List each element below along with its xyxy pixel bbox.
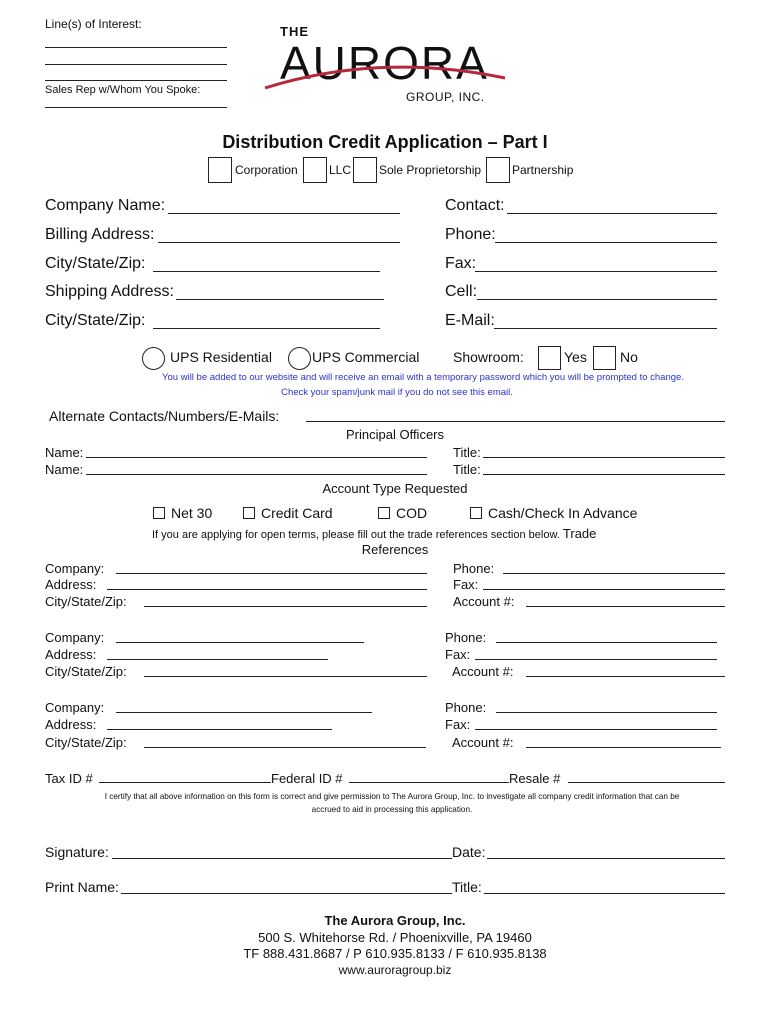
- sign-title-label: Title:: [452, 879, 482, 895]
- ref2-company-field[interactable]: [116, 642, 364, 643]
- city-state-zip-label: City/State/Zip:: [45, 255, 146, 272]
- officer-title-field-2[interactable]: [483, 474, 725, 475]
- principal-officers-heading: Principal Officers: [345, 427, 444, 442]
- ups-commercial-radio[interactable]: [288, 347, 311, 370]
- logo-the: THE: [280, 24, 309, 39]
- phone-field[interactable]: [495, 242, 717, 243]
- company-name-label: Company Name:: [45, 197, 166, 214]
- resale-label: Resale #: [509, 771, 561, 786]
- sole-proprietorship-checkbox[interactable]: [353, 157, 377, 183]
- certify-line1: I certify that all above information on this form is correct and give permission to The Aurora Group, Inc. to investigate all company credit information that can be: [104, 792, 680, 801]
- lines-of-interest-label: Line(s) of Interest:: [45, 17, 142, 31]
- ref3-fax-label: Fax:: [445, 717, 471, 732]
- open-terms-note: [152, 526, 596, 541]
- cash-check-option[interactable]: [470, 505, 637, 521]
- ref2-phone-field[interactable]: [496, 642, 717, 643]
- footer-address: 500 S. Whitehorse Rd. / Phoenixville, PA 19460: [258, 930, 532, 945]
- partnership-checkbox[interactable]: [486, 157, 510, 183]
- net30-label: Net 30: [171, 505, 213, 521]
- ups-residential-radio[interactable]: [142, 347, 165, 370]
- sales-rep-line[interactable]: [45, 107, 227, 108]
- showroom-label: Showroom:: [453, 349, 524, 365]
- contact-label: Contact:: [445, 197, 505, 214]
- certify-line2: accrued to aid in processing this application.: [311, 805, 473, 814]
- logo-group-inc: GROUP, INC.: [406, 90, 485, 104]
- ref1-account-label: Account #:: [453, 594, 515, 609]
- open-terms-note-text: If you are applying for open terms, please fill out the trade references section below.: [152, 529, 560, 541]
- ref3-company-label: Company:: [45, 700, 105, 715]
- sole-proprietorship-label: Sole Proprietorship: [379, 163, 482, 177]
- cash-check-checkbox[interactable]: [470, 507, 482, 519]
- cod-option[interactable]: [378, 505, 427, 521]
- cod-checkbox[interactable]: [378, 507, 390, 519]
- contact-field[interactable]: [507, 213, 717, 214]
- ref1-account-field[interactable]: [526, 606, 725, 607]
- email-label: E-Mail:: [445, 312, 495, 329]
- ref3-fax-field[interactable]: [475, 729, 717, 730]
- sales-rep-label: Sales Rep w/Whom You Spoke:: [45, 84, 201, 96]
- logo-swoosh: [260, 38, 510, 98]
- city-state-zip-field[interactable]: [153, 271, 380, 272]
- fax-label: Fax:: [445, 255, 477, 272]
- llc-checkbox[interactable]: [303, 157, 327, 183]
- ref2-city-label: City/State/Zip:: [45, 664, 127, 679]
- officer-name-field-1[interactable]: [86, 457, 427, 458]
- logo-aurora: AURORA: [280, 37, 489, 89]
- showroom-yes-checkbox[interactable]: [538, 346, 561, 370]
- alternate-contacts-label: Alternate Contacts/Numbers/E-Mails:: [49, 408, 280, 424]
- officer-title-label-1: Title:: [453, 445, 481, 460]
- ref3-company-field[interactable]: [116, 712, 372, 713]
- tax-id-field[interactable]: [99, 782, 271, 783]
- federal-id-label: Federal ID #: [271, 771, 343, 786]
- cod-label: COD: [396, 505, 428, 521]
- officer-name-field-2[interactable]: [86, 474, 427, 475]
- ref1-company-field[interactable]: [116, 573, 427, 574]
- corporation-label: Corporation: [235, 163, 298, 177]
- credit-card-checkbox[interactable]: [243, 507, 255, 519]
- ref2-phone-label: Phone:: [445, 630, 487, 645]
- ref1-company-label: Company:: [45, 561, 105, 576]
- ref2-account-label: Account #:: [452, 664, 514, 679]
- partnership-label: Partnership: [512, 163, 574, 177]
- shipping-address-field[interactable]: [176, 299, 384, 300]
- officer-title-label-2: Title:: [453, 462, 481, 477]
- ref3-address-field[interactable]: [107, 729, 332, 730]
- cell-field[interactable]: [477, 299, 717, 300]
- trade-label: Trade: [562, 526, 597, 541]
- ref2-city-field[interactable]: [144, 676, 427, 677]
- sign-title-field[interactable]: [484, 893, 725, 894]
- showroom-no-checkbox[interactable]: [593, 346, 616, 370]
- company-name-field[interactable]: [168, 213, 400, 214]
- footer-website[interactable]: www.auroragroup.biz: [338, 963, 452, 977]
- ref2-account-field[interactable]: [526, 676, 725, 677]
- officer-name-label-1: Name:: [45, 445, 84, 460]
- account-type-heading: Account Type Requested: [322, 481, 468, 496]
- cell-label: Cell:: [445, 283, 478, 300]
- shipping-address-label: Shipping Address:: [45, 283, 174, 300]
- shipping-city-state-zip-field[interactable]: [153, 328, 380, 329]
- form-title: Distribution Credit Application – Part I: [222, 132, 548, 152]
- ref1-city-label: City/State/Zip:: [45, 594, 127, 609]
- ref2-fax-label: Fax:: [445, 647, 471, 662]
- signature-label: Signature:: [45, 844, 109, 860]
- llc-label: LLC: [329, 163, 352, 177]
- ref1-fax-field[interactable]: [483, 589, 725, 590]
- ref3-city-label: City/State/Zip:: [45, 735, 127, 750]
- email-field[interactable]: [494, 328, 717, 329]
- footer-company: The Aurora Group, Inc.: [324, 913, 466, 928]
- officer-title-field-1[interactable]: [483, 457, 725, 458]
- ref3-city-field[interactable]: [144, 747, 426, 748]
- ref3-address-label: Address:: [45, 717, 97, 732]
- ref1-city-field[interactable]: [144, 606, 427, 607]
- tax-id-label: Tax ID #: [45, 771, 93, 786]
- net30-checkbox[interactable]: [153, 507, 165, 519]
- ref1-address-label: Address:: [45, 577, 97, 592]
- net30-option[interactable]: [153, 505, 212, 521]
- ref1-fax-label: Fax:: [453, 577, 479, 592]
- credit-card-label: Credit Card: [261, 505, 333, 521]
- footer-phones: TF 888.431.8687 / P 610.935.8133 / F 610.935.8138: [243, 946, 547, 961]
- date-field[interactable]: [487, 858, 725, 859]
- ref3-account-label: Account #:: [452, 735, 514, 750]
- phone-label: Phone:: [445, 226, 496, 243]
- showroom-no-label: No: [620, 349, 638, 365]
- alternate-contacts-field[interactable]: [306, 421, 725, 422]
- showroom-yes-label: Yes: [564, 349, 587, 365]
- print-name-field[interactable]: [121, 893, 452, 894]
- federal-id-field[interactable]: [349, 782, 509, 783]
- lines-of-interest-line-3: [45, 80, 227, 81]
- lines-of-interest-line-1[interactable]: [45, 47, 227, 48]
- website-notice-line2: Check your spam/junk mail if you do not see this email.: [281, 387, 513, 398]
- aurora-logo: [260, 18, 510, 108]
- lines-of-interest-line-2[interactable]: [45, 64, 227, 65]
- ref2-company-label: Company:: [45, 630, 105, 645]
- references-heading: References: [361, 542, 429, 557]
- ref3-phone-label: Phone:: [445, 700, 487, 715]
- officer-name-label-2: Name:: [45, 462, 84, 477]
- resale-field[interactable]: [568, 782, 725, 783]
- ref3-account-field[interactable]: [526, 747, 721, 748]
- ref3-phone-field[interactable]: [496, 712, 717, 713]
- shipping-city-state-zip-label: City/State/Zip:: [45, 312, 146, 329]
- ref2-fax-field[interactable]: [475, 659, 717, 660]
- billing-address-label: Billing Address:: [45, 226, 155, 243]
- ref1-phone-label: Phone:: [453, 561, 495, 576]
- ups-commercial-label: UPS Commercial: [312, 349, 420, 365]
- ref2-address-field[interactable]: [107, 659, 328, 660]
- corporation-checkbox[interactable]: [208, 157, 232, 183]
- signature-field[interactable]: [112, 858, 452, 859]
- fax-field[interactable]: [475, 271, 717, 272]
- ref2-address-label: Address:: [45, 647, 97, 662]
- billing-address-field[interactable]: [158, 242, 400, 243]
- ups-residential-label: UPS Residential: [170, 349, 272, 365]
- print-name-label: Print Name:: [45, 879, 119, 895]
- cash-check-label: Cash/Check In Advance: [488, 505, 638, 521]
- website-notice-line1: You will be added to our website and will receive an email with a temporary password which you will be prompted to change.: [162, 372, 684, 383]
- ref1-phone-field[interactable]: [503, 573, 725, 574]
- ref1-address-field[interactable]: [107, 589, 427, 590]
- credit-card-option[interactable]: [243, 505, 333, 521]
- date-label: Date:: [452, 844, 486, 860]
